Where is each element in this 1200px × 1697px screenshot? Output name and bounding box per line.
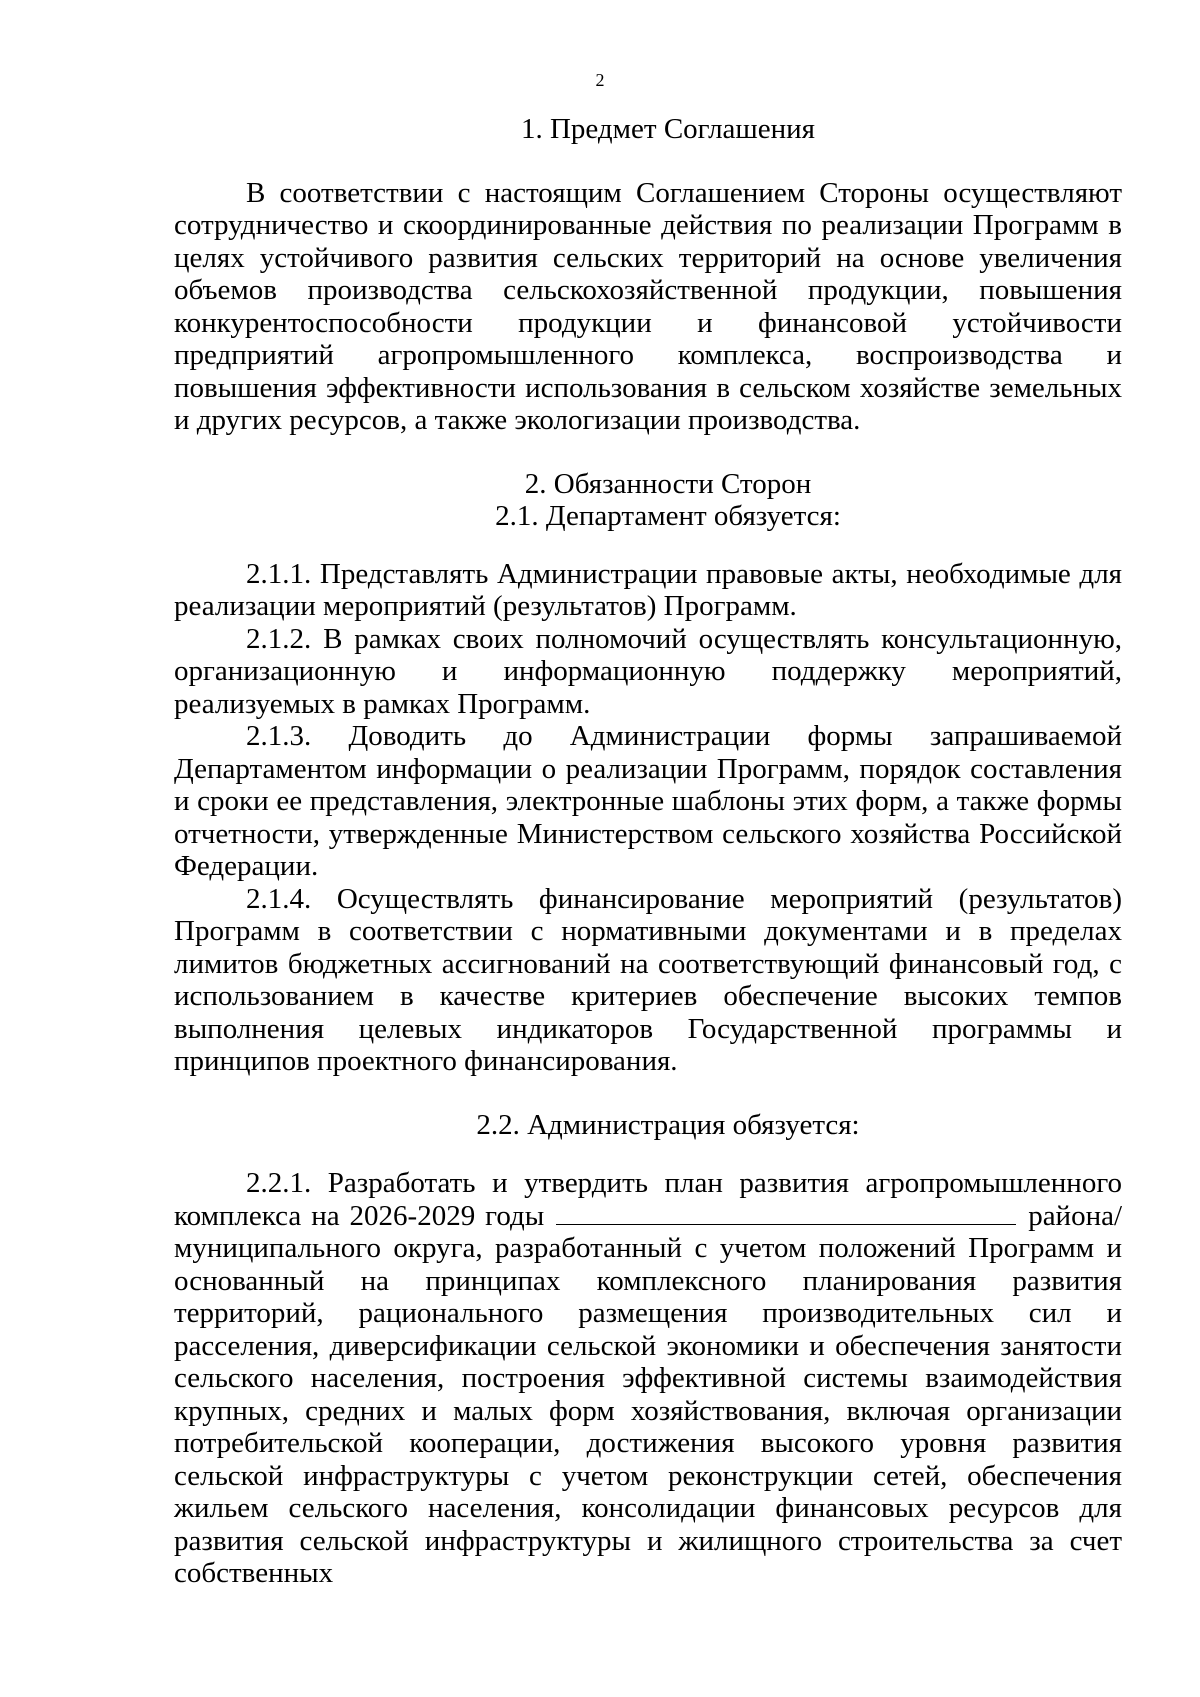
spacer <box>174 437 1122 468</box>
document-body <box>174 113 1122 1590</box>
section-2-1-heading: 2.1. Департамент обязуется: <box>495 500 841 532</box>
page-number: 2 <box>595 70 605 90</box>
district-name-blank <box>556 1200 1016 1225</box>
spacer <box>174 146 1122 177</box>
section-1-heading: 1. Предмет Соглашения <box>520 113 816 145</box>
section-2-2-heading: 2.2. Администрация обязуется: <box>476 1108 860 1141</box>
clause-2-1-2: 2.1.2. В рамках своих полномочий осуществлять консультационную, организационную и информационную поддержку мероприятий, реализуемых в рамках Программ. <box>174 622 1122 720</box>
section-1-paragraph: В соответствии с настоящим Соглашением Стороны осуществляют сотрудничество и скоординированные действия по реализации Программ в целях устойчивого развития сельских территорий на основе увеличения объемов производства сельскохозяйственной продукции, повышения конкурентоспособности продукции и финансовой устойчивости предприятий агропромышленного комплекса, воспроизводства и повышения эффективности использования в сельском хозяйстве земельных и других ресурсов, а также экологизации производства. <box>174 176 1122 436</box>
clause-2-1-1: 2.1.1. Представлять Администрации правовые акты, необходимые для реализации мероприятий (результатов) Программ. <box>174 557 1122 622</box>
clause-2-2-1-start: 2.2.1. Разработать и утвердить план развития агропромышленного комплекса на 2026-2029 годы <box>174 1167 1122 1232</box>
clause-2-1-3: 2.1.3. Доводить до Администрации формы запрашиваемой Департаментом информации о реализации Программ, порядок составления и сроки ее представления, электронные шаблоны этих форм, а также формы отчетности, утвержденные Министерством сельского хозяйства Российской Федерации. <box>174 720 1122 882</box>
clause-2-1-4: 2.1.4. Осуществлять финансирование мероприятий (результатов) Программ в соответствии с нормативными документами и в пределах лимитов бюджетных ассигнований на соответствующий финансовый год, с использованием в качестве критериев обеспечение высоких темпов выполнения целевых индикаторов Государственной программы и принципов проектного финансирования. <box>174 882 1122 1077</box>
clause-2-2-1-rest: района/ муниципального округа, разработанный с учетом положений Программ и основанный на принципах комплексного планирования развития территорий, рационального размещения производительных сил и расселения, диверсификации сельской экономики и обеспечения занятости сельского населения, построения эффективной системы взаимодействия крупных, средних и малых форм хозяйствования, включая организации потребительской кооперации, достижения высокого уровня развития сельской инфраструктуры с учетом реконструкции сетей, обеспечения жильем сельского населения, консолидации финансовых ресурсов для развития сельской инфраструктуры и жилищного строительства за счет собственных <box>174 1199 1123 1589</box>
spacer <box>174 1078 1122 1109</box>
spacer <box>174 533 1122 558</box>
section-2-heading: 2. Обязанности Сторон <box>524 467 812 500</box>
spacer <box>174 1141 1122 1167</box>
clause-2-2-1 <box>174 1167 1122 1590</box>
